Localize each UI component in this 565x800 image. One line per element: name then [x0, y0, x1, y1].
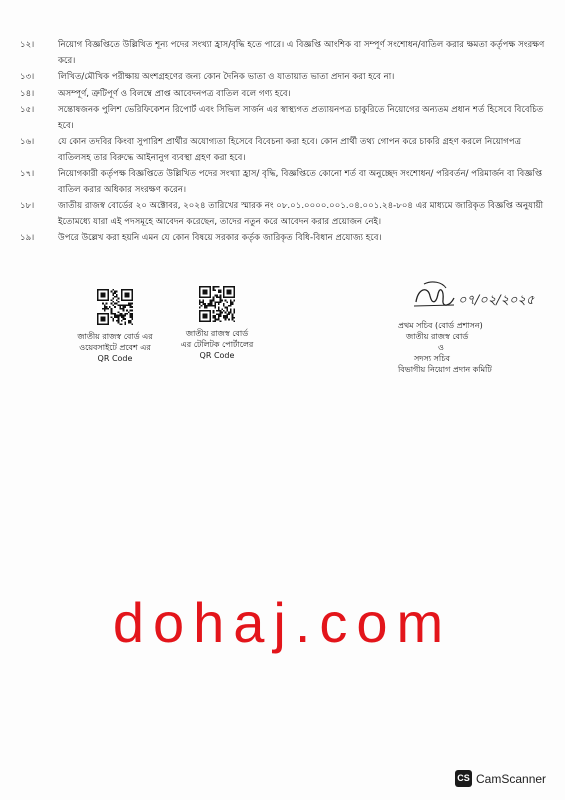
- camscanner-logo: [455, 770, 546, 787]
- list-item: [20, 87, 550, 103]
- item-text: যে কোন তদবির কিংবা সুপারিশ প্রার্থীর অযোগ্যতা হিসেবে বিবেচনা করা হবে। কোন প্রার্থী তথ্য গোপন করে চাকরি গ্রহণ করলে নিয়োগপত্র বাতিলসহ তার বিরুদ্ধে আইনানুগ ব্যবস্থা গ্রহণ করা হবে।: [58, 137, 522, 163]
- teletalk-qr-code[interactable]: [199, 286, 235, 322]
- item-number: ১৮।: [20, 201, 35, 211]
- designation-line: ও: [438, 343, 444, 352]
- list-item: [20, 103, 550, 134]
- teletalk-qr-block: [162, 286, 272, 361]
- designation-line: প্রথম সচিব (বোর্ড প্রশাসন): [398, 321, 483, 330]
- conditions-list: [20, 38, 550, 248]
- item-number: ১৩।: [20, 72, 35, 82]
- item-text: লিখিত/মৌখিক পরীক্ষায় অংশগ্রহণের জন্য কোন দৈনিক ভাতা ও যাতায়াত ভাতা প্রদান করা হবে না।: [58, 72, 395, 82]
- camscanner-icon: CS: [455, 770, 472, 787]
- list-item: [20, 38, 550, 69]
- designation-line: জাতীয় রাজস্ব বোর্ড: [406, 332, 469, 341]
- list-item: [20, 167, 550, 198]
- website-qr-block: [60, 289, 170, 364]
- watermark-text: dohaj.com: [112, 591, 453, 654]
- item-text: নিয়োগ বিজ্ঞপ্তিতে উল্লিখিত শূন্য পদের সংখ্যা হ্রাস/বৃদ্ধি হতে পারে। এ বিজ্ঞপ্তি আংশিক বা সম্পূর্ণ সংশোধন/বাতিল করার ক্ষমতা কর্তৃপক্ষ সংরক্ষণ করে।: [58, 40, 545, 66]
- list-item: [20, 199, 550, 230]
- designation-line: সদস্য সচিব: [414, 354, 450, 363]
- item-text: জাতীয় রাজস্ব বোর্ডের ২০ অক্টোবর, ২০২৪ তারিখের স্মারক নং ০৮.০১.০০০০.০০১.০৪.০০১.২৪-৮০৪ এর মাধ্যমে জারিকৃত বিজ্ঞপ্তি অনুযায়ী ইতোমধ্যে যারা এই পদসমূহে আবেদন করেছেন, তাদের নতুন করে আবেদন করার প্রয়োজন নেই।: [58, 201, 544, 227]
- item-number: ১২।: [20, 40, 35, 50]
- item-number: ১৪।: [20, 88, 35, 99]
- item-number: ১৬।: [20, 137, 35, 147]
- item-text: সন্তোষজনক পুলিশ ভেরিফিকেশন রিপোর্ট এবং সিভিল সার্জন এর স্বাস্থ্যগত প্রত্যায়নপত্র চাকুরিতে নিয়োগের অন্যতম প্রধান শর্ত হিসেবে বিবেচিত হবে।: [58, 105, 544, 131]
- list-item: [20, 231, 550, 247]
- teletalk-qr-caption: জাতীয় রাজস্ব বোর্ড এর টেলিটক পোর্টালের QR Code: [180, 329, 254, 360]
- item-text: নিয়োগকারী কর্তৃপক্ষ বিজ্ঞপ্তিতে উল্লিখিত পদের সংখ্যা হ্রাস/ বৃদ্ধি, বিজ্ঞপ্তিতে কোনো শর্ত বা অনুচ্ছেদ সংশোধন/ পরিবর্তন/ পরিমার্জন বা বিজ্ঞপ্তি বাতিল করার অধিকার সংরক্ষণ করেন।: [58, 169, 543, 195]
- list-item: [20, 70, 550, 86]
- item-text: অসম্পূর্ণ, ত্রুটিপূর্ণ ও বিলম্বে প্রাপ্ত আবেদনপত্র বাতিল বলে গণ্য হবে।: [58, 88, 291, 99]
- item-text: উপরে উল্লেখ করা হয়নি এমন যে কোন বিষয়ে সরকার কর্তৃক জারিকৃত বিধি-বিধান প্রযোজ্য হবে।: [58, 233, 382, 243]
- designation-line: বিভাগীয় নিয়োগ প্রদান কমিটি: [398, 365, 492, 374]
- signatory-designation: [398, 320, 538, 375]
- signature-date: ০৭/০২/২০২৫: [458, 293, 535, 308]
- website-qr-caption: জাতীয় রাজস্ব বোর্ড এর ওয়েবসাইটে প্রবেশ এর QR Code: [77, 332, 153, 363]
- website-qr-code[interactable]: [97, 289, 133, 325]
- camscanner-label: CamScanner: [476, 771, 547, 786]
- item-number: ১৯।: [20, 233, 35, 243]
- item-number: ১৫।: [20, 105, 35, 115]
- list-item: [20, 135, 550, 166]
- item-number: ১৭।: [20, 169, 35, 179]
